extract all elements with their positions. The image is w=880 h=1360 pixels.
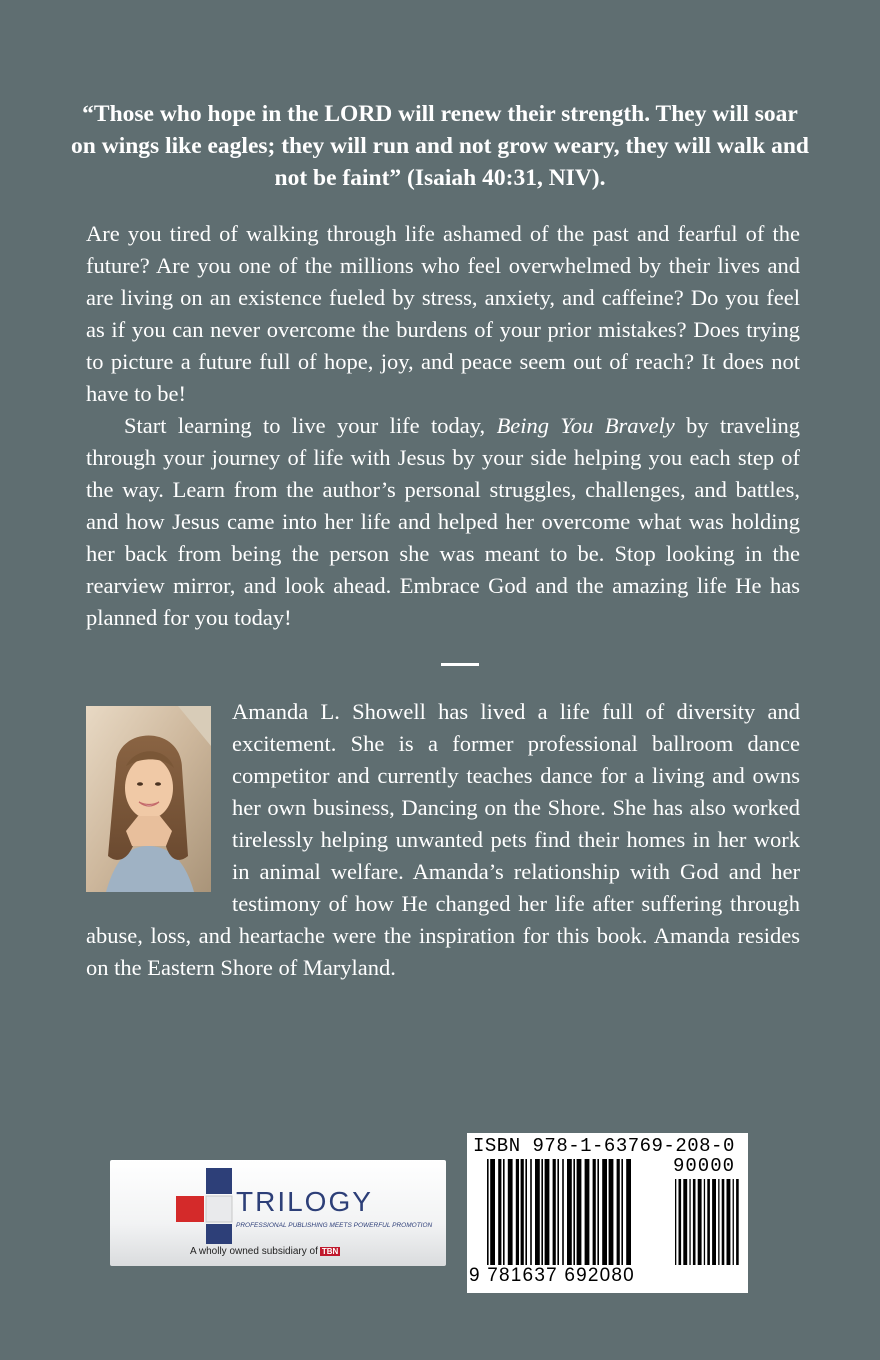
barcode-bar xyxy=(508,1159,513,1265)
price-code: 90000 xyxy=(673,1155,736,1177)
barcode-bar xyxy=(487,1159,489,1265)
publisher-subsidiary xyxy=(190,1246,340,1257)
section-divider xyxy=(441,663,479,666)
barcode-bar xyxy=(585,1159,590,1265)
barcode-bar xyxy=(516,1159,519,1265)
addon-bar xyxy=(698,1179,702,1265)
barcode-bar xyxy=(626,1159,631,1265)
addon-bar xyxy=(712,1179,716,1265)
addon-bar xyxy=(704,1179,705,1265)
barcode-bar xyxy=(567,1159,572,1265)
author-bio xyxy=(86,696,800,984)
book-title: Being You Bravely xyxy=(496,413,675,438)
addon-bar xyxy=(722,1179,725,1265)
barcode-bar xyxy=(593,1159,596,1265)
barcode-bar xyxy=(553,1159,556,1265)
barcode-bar xyxy=(525,1159,527,1265)
epigraph-quote xyxy=(70,98,810,194)
barcode-bar xyxy=(617,1159,620,1265)
barcode-bar xyxy=(557,1159,559,1265)
barcode-bar xyxy=(503,1159,505,1265)
barcode-bar xyxy=(609,1159,614,1265)
barcode-bar xyxy=(541,1159,543,1265)
ean-number: 9 781637 692080 xyxy=(469,1265,635,1286)
barcode-bar xyxy=(602,1159,607,1265)
addon-bar xyxy=(675,1179,676,1265)
description-paragraph-2 xyxy=(86,410,800,634)
tbn-logo: TBN xyxy=(321,1247,339,1256)
isbn-number: ISBN 978-1-63769-208-0 xyxy=(473,1135,735,1157)
barcode-bar xyxy=(521,1159,524,1265)
addon-bar xyxy=(733,1179,734,1265)
publisher-name: TRILOGY xyxy=(236,1186,373,1217)
barcode-bar xyxy=(498,1159,501,1265)
paragraph-2-start: Start learning to live your life today, xyxy=(124,413,497,438)
publisher-logo xyxy=(110,1160,446,1266)
addon-bar xyxy=(707,1179,710,1265)
quote-text: “Those who hope in the LORD will renew their strength. They will soar on wings like eagles; they will run and not grow weary, they will walk and not be faint” xyxy=(71,101,809,191)
book-description xyxy=(86,218,800,634)
addon-bar xyxy=(727,1179,731,1265)
isbn-barcode xyxy=(467,1133,748,1293)
barcode-bar xyxy=(562,1159,564,1265)
subsidiary-text: A wholly owned subsidiary of xyxy=(190,1246,318,1257)
barcode-bar xyxy=(530,1159,532,1265)
publisher-tagline: PROFESSIONAL PUBLISHING MEETS POWERFUL PROMOTION xyxy=(236,1222,433,1229)
barcode-bar xyxy=(597,1159,599,1265)
barcode-bar xyxy=(577,1159,582,1265)
addon-bar xyxy=(736,1179,739,1265)
barcode-bar xyxy=(545,1159,550,1265)
barcode-bar xyxy=(621,1159,623,1265)
addon-bar xyxy=(683,1179,687,1265)
photo-spacer xyxy=(86,696,232,890)
quote-citation: (Isaiah 40:31, NIV). xyxy=(407,165,606,191)
addon-bar xyxy=(689,1179,690,1265)
addon-bar xyxy=(693,1179,696,1265)
barcode-bar xyxy=(535,1159,540,1265)
paragraph-2-rest: by traveling through your journey of life with Jesus by your side helping you each step of the way. Learn from the author’s personal struggles, challenges, and battles, and how Jesus came into her life and helped her overcome what was holding her back from being the person she was meant to be. Stop looking in the rearview mirror, and look ahead. Embrace God and the amazing life He has planned for you today! xyxy=(86,413,800,630)
barcode-bar xyxy=(573,1159,575,1265)
barcode-bar xyxy=(490,1159,495,1265)
addon-bar xyxy=(679,1179,682,1265)
addon-bar xyxy=(718,1179,719,1265)
bio-text: Amanda L. Showell has lived a life full of diversity and excitement. She is a former professional ballroom dance competitor and currently teaches dance for a living and owns her own business, Dancing on the Shore. She has also worked tirelessly helping unwanted pets find their homes in her work in animal welfare. Amanda’s relationship with God and her testimony of how He changed her life after suffering through abuse, loss, and heartache were the inspiration for this book. Amanda resides on the Eastern Shore of Maryland. xyxy=(86,699,800,980)
description-paragraph-1: Are you tired of walking through life ashamed of the past and fearful of the future? Are you one of the millions who feel overwhelmed by their lives and are living on an existence fueled by stress, anxiety, and caffeine? Do you feel as if you can never overcome the burdens of your prior mistakes? Does trying to picture a future full of hope, joy, and peace seem out of reach? It does not have to be! xyxy=(86,221,800,406)
